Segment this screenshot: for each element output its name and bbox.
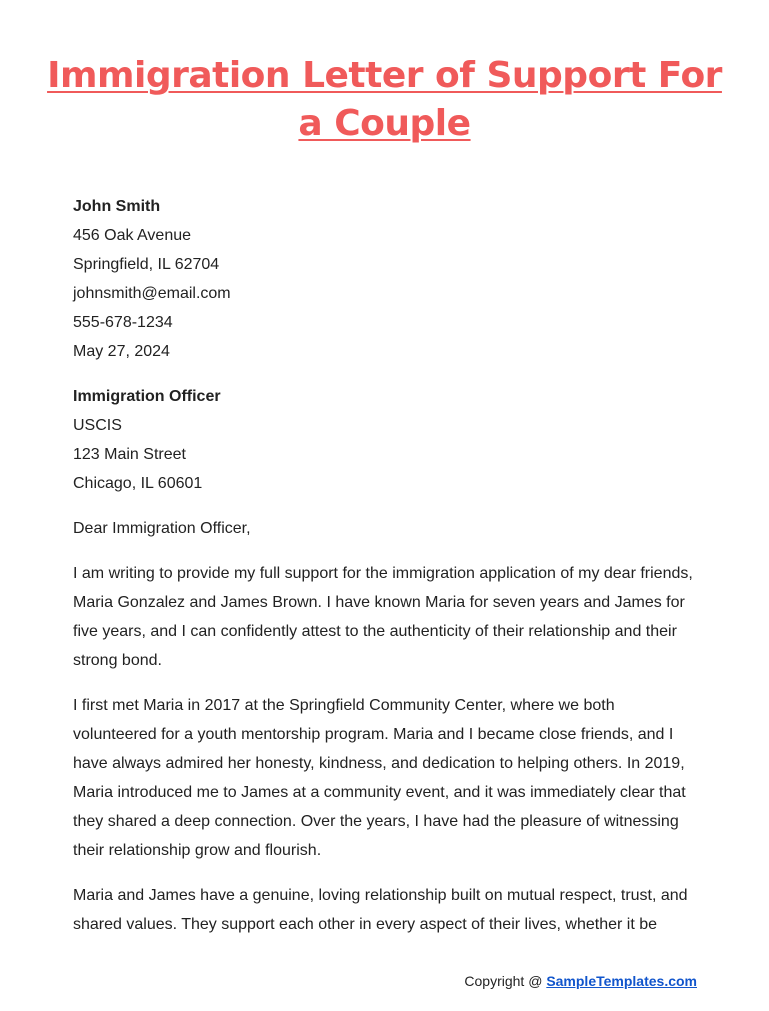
paragraph-2: I first met Maria in 2017 at the Springfield Community Center, where we both volunteered for a youth mentorship program. Maria and I became close friends, and I have always admired her honesty, kindness, and dedication to helping others. In 2019, Maria introduced me to James at a community event, and it was immediately clear that they shared a deep connection. Over the years, I have had the pleasure of witnessing their relationship grow and flourish. xyxy=(73,697,686,859)
sender-name: John Smith xyxy=(73,198,161,215)
sender-block xyxy=(73,192,698,366)
recipient-city: Chicago, IL 60601 xyxy=(73,475,203,492)
title-line-1: Immigration Letter of Support For xyxy=(47,55,722,96)
copyright-footer xyxy=(464,969,697,993)
recipient-street: 123 Main Street xyxy=(73,446,186,463)
page-title xyxy=(40,52,729,148)
sampletemplates-link[interactable]: SampleTemplates.com xyxy=(546,973,697,989)
recipient-org: USCIS xyxy=(73,417,122,434)
title-line-2: a Couple xyxy=(298,103,471,144)
salutation: Dear Immigration Officer, xyxy=(73,520,251,537)
copyright-prefix: Copyright @ xyxy=(464,973,547,989)
letter-date: May 27, 2024 xyxy=(73,343,170,360)
paragraph-1: I am writing to provide my full support for the immigration application of my dear friends, Maria Gonzalez and James Brown. I have known Maria for seven years and James for five years, and I can confidently attest to the authenticity of their relationship and their strong bond. xyxy=(73,565,693,669)
sender-city: Springfield, IL 62704 xyxy=(73,256,220,273)
recipient-name: Immigration Officer xyxy=(73,388,221,405)
sender-email: johnsmith@email.com xyxy=(73,285,231,302)
sender-street: 456 Oak Avenue xyxy=(73,227,192,244)
letter-body xyxy=(73,192,698,955)
recipient-block xyxy=(73,382,698,498)
sender-phone: 555-678-1234 xyxy=(73,314,173,331)
paragraph-3: Maria and James have a genuine, loving relationship built on mutual respect, trust, and shared values. They support each other in every aspect of their lives, whether it be xyxy=(73,887,688,933)
